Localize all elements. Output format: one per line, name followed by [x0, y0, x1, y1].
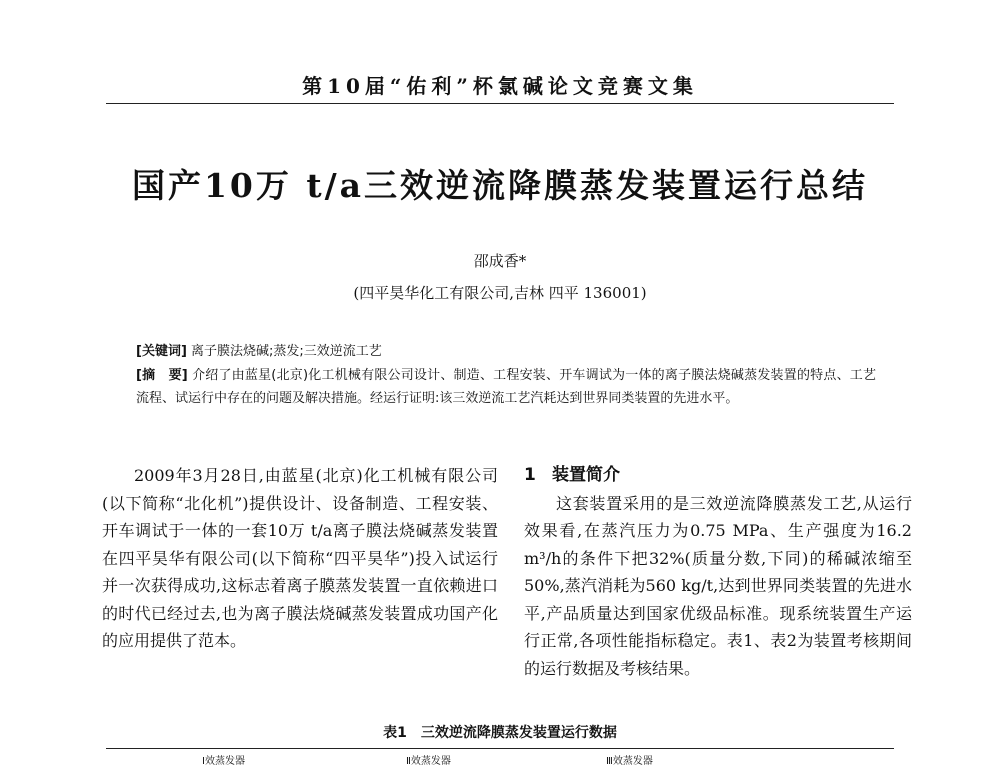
table-top-rule [106, 748, 894, 749]
abstract-label: [摘 要] [136, 368, 188, 383]
article-title: 国产10万 t/a三效逆流降膜蒸发装置运行总结 [131, 166, 869, 205]
table-column-header: Ⅰ效蒸发器 [202, 756, 245, 767]
section-heading [524, 462, 912, 490]
table-column-header: Ⅱ效蒸发器 [406, 756, 451, 767]
right-column [524, 462, 912, 682]
keywords-text: 离子膜法烧碱;蒸发;三效逆流工艺 [191, 344, 382, 359]
table-column-header: Ⅲ效蒸发器 [606, 756, 653, 767]
intro-paragraph: 2009年3月28日,由蓝星(北京)化工机械有限公司(以下简称“北化机”)提供设计、设备制造、工程安装、开车调试于一体的一套10万 t/a离子膜法烧碱蒸发装置在四平昊华有限公司(以下简称“四平昊华”)投入试运行并一次获得成功,这标志着离子膜蒸发装置一直依赖进口的时代已经过去,也为离子膜法烧碱蒸发装置成功国产化的应用提供了范本。 [102, 466, 498, 650]
abstract-text: 介绍了由蓝星(北京)化工机械有限公司设计、制造、工程安装、开车调试为一体的离子膜法烧碱蒸发装置的特点、工艺流程、试运行中存在的问题及解决措施。经运行证明:该三效逆流工艺汽耗达到世界同类装置的先进水平。 [136, 368, 876, 406]
left-column [102, 462, 498, 655]
author: 邵成香* [473, 252, 527, 270]
header-rule [106, 103, 894, 104]
keywords [136, 340, 382, 359]
table-header-row [106, 752, 894, 767]
running-header: 第10届“佑利”杯氯碱论文竞赛文集 [302, 74, 698, 98]
section-number: 1 [524, 465, 536, 485]
section-title: 装置简介 [552, 465, 620, 485]
table-caption: 表1 三效逆流降膜蒸发装置运行数据 [383, 725, 617, 741]
keywords-label: [关键词] [136, 344, 187, 359]
section-paragraph: 这套装置采用的是三效逆流降膜蒸发工艺,从运行效果看,在蒸汽压力为0.75 MPa、生产强度为16.2 m³/h的条件下把32%(质量分数,下同)的稀碱浓缩至50%,蒸汽消耗为560 kg/t,达到世界同类装置的先进水平,产品质量达到国家优级品标准。现系统装置生产运行正常,各项性能指标稳定。表1、表2为装置考核期间的运行数据及考核结果。 [524, 493, 912, 678]
abstract [136, 364, 876, 410]
affiliation: (四平昊华化工有限公司,吉林 四平 136001) [353, 284, 647, 302]
